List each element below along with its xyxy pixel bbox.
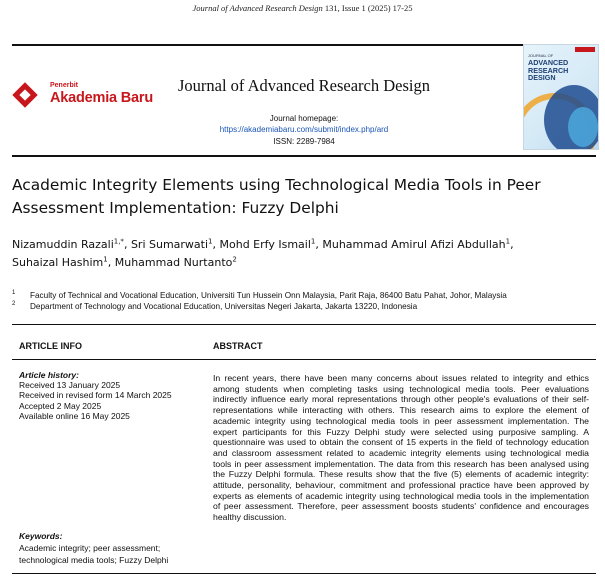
affiliation-text: Faculty of Technical and Vocational Education, Universiti Tun Hussein Onn Malaysia, Parit Raja, 86400 Batu Pahat, Johor, Malaysia xyxy=(30,291,507,300)
keywords-label: Keywords: xyxy=(19,531,63,541)
cover-decoration xyxy=(568,107,598,147)
affiliation-text: Department of Technology and Vocational Education, Universitas Negeri Jakarta, Jakarta 13220, Indonesia xyxy=(30,302,418,311)
history-item: Available online 16 May 2025 xyxy=(19,410,130,421)
author-affil-sup: 1 xyxy=(310,237,316,246)
author-name: Mohd Erfy Ismail xyxy=(219,238,311,251)
cover-title-line: RESEARCH xyxy=(528,65,569,75)
author-separator: , xyxy=(212,238,220,251)
article-history xyxy=(19,370,204,421)
running-header-journal: Journal of Advanced Research Design xyxy=(192,3,323,13)
cover-journal-word: JOURNAL OF xyxy=(528,53,554,58)
history-item: Received in revised form 14 March 2025 xyxy=(19,390,172,401)
author-name: Muhammad Amirul Afizi Abdullah xyxy=(322,238,506,251)
author-name: Nizamuddin Razali xyxy=(12,238,114,251)
author-list xyxy=(12,236,596,272)
header-bottom-rule xyxy=(12,155,596,157)
homepage-link[interactable]: https://akademiabaru.com/submit/index.php/ard xyxy=(219,125,389,134)
keywords-line: technological media tools; Fuzzy Delphi xyxy=(19,554,169,565)
author-separator: , xyxy=(510,238,514,251)
author-affil-sup: 2 xyxy=(232,255,237,264)
bottom-rule xyxy=(12,573,596,574)
section-rule xyxy=(12,324,596,325)
article-title-line: Academic Integrity Elements using Technological Media Tools in Peer xyxy=(12,176,541,194)
affiliations xyxy=(12,290,596,312)
issn: ISSN: 2289-7984 xyxy=(273,137,335,146)
abstract-text: In recent years, there have been many concerns about issues related to integrity and ethics among students when completing tasks using technological media tools. Peer evaluations indirectly influence early moral representations through other people's evaluations of their self-representations while interacting with others. This research aims to explore the element of academic integrity using technological media tools in peer assessment implementation. The expert participants for this Fuzzy Delphi study were selected using purposive sampling. A questionnaire was used to obtain the consent of 15 experts in the field of technology education and classroom assessment related to academic integrity elements using technological media tools in peer assessment implementation. The data from this research has been analysed using the Fuzzy Delphi formula. These results show that the five (5) elements of academic integrity: attitude, personality, behaviour, commitment and professional practice have been approved by experts as elements of academic integrity using technological media tools in the implementation of peer assessment. Therefore, peer assessment boosts students' confidence and encourages healthy discussion. xyxy=(213,373,589,523)
author-affil-sup: 1,* xyxy=(113,237,124,246)
journal-title: Journal of Advanced Research Design xyxy=(177,76,430,95)
history-item: Accepted 2 May 2025 xyxy=(19,400,102,411)
running-header-issue: 131, Issue 1 (2025) 17-25 xyxy=(324,3,413,13)
affiliation-number: 2 xyxy=(12,301,16,307)
publisher-brand: Akademia Baru xyxy=(50,90,153,106)
history-item: Received 13 January 2025 xyxy=(19,380,121,391)
affiliation-item xyxy=(12,301,596,312)
author-name: Suhaizal Hashim xyxy=(12,256,104,269)
author-name: Muhammad Nurtanto xyxy=(114,256,233,269)
cover-title-line: DESIGN xyxy=(528,73,556,83)
author-separator: , xyxy=(315,238,323,251)
top-rule xyxy=(12,44,596,46)
article-title xyxy=(12,174,596,220)
author-line xyxy=(12,254,596,272)
affiliation-item xyxy=(12,290,596,301)
author-affil-sup: 1 xyxy=(208,237,213,246)
author-separator: , xyxy=(107,256,115,269)
journal-header xyxy=(12,48,596,154)
author-affil-sup: 1 xyxy=(103,255,108,264)
article-title-line: Assessment Implementation: Fuzzy Delphi xyxy=(12,199,339,217)
affiliation-number: 1 xyxy=(12,290,16,296)
cover-logo-mark xyxy=(575,47,595,52)
running-header xyxy=(0,3,605,13)
keywords-line: Academic integrity; peer assessment; xyxy=(19,542,161,553)
column-head-rule xyxy=(12,359,596,360)
keywords xyxy=(19,531,204,566)
author-affil-sup: 1 xyxy=(505,237,511,246)
abstract-heading: ABSTRACT xyxy=(213,341,263,351)
cover-title xyxy=(528,59,568,82)
article-info-heading: ARTICLE INFO xyxy=(19,341,82,351)
author-name: Sri Sumarwati xyxy=(130,238,209,251)
publisher-penerbit: Penerbit xyxy=(50,82,79,89)
author-line xyxy=(12,236,596,254)
homepage-label: Journal homepage: xyxy=(269,114,339,123)
journal-cover-image xyxy=(523,44,599,150)
cover-title-line: ADVANCED xyxy=(528,58,569,67)
author-separator: , xyxy=(123,238,131,251)
article-history-label: Article history: xyxy=(19,370,79,380)
